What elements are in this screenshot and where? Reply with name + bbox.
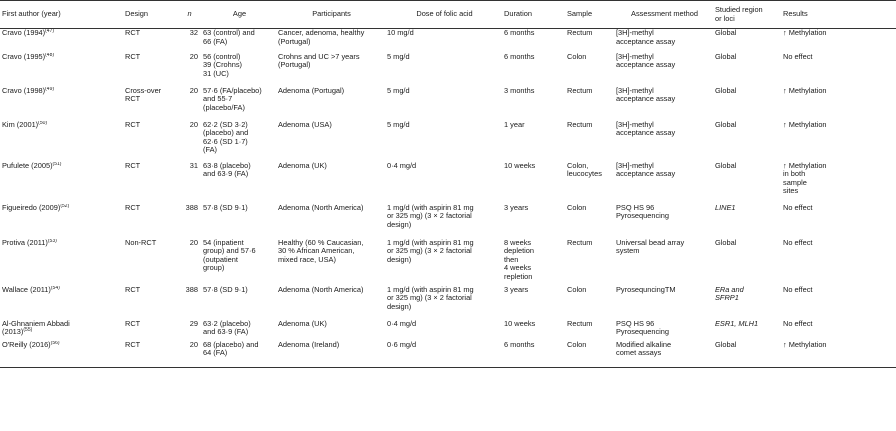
cell-results: No effect xyxy=(783,203,813,212)
cell-author: Wallace $(2011)^{(54)}$ xyxy=(2,285,60,294)
cell-age: 62·2 (SD 3·2) (placebo) and 62·6 (SD 1·7) (FA) xyxy=(203,120,249,155)
cell-sample: Rectum xyxy=(567,319,593,328)
cell-participants: Cancer, adenoma, healthy (Portugal) xyxy=(278,28,365,46)
cell-results: No effect xyxy=(783,238,813,247)
cell-design: Non-RCT xyxy=(125,238,157,247)
cell-method: PSQ HS 96 Pyrosequencing xyxy=(616,203,670,221)
cell-dose: 0·6 mg/d xyxy=(387,340,417,349)
cell-participants: Adenoma (Ireland) xyxy=(278,340,340,349)
cell-n: 20 xyxy=(189,340,198,349)
cell-age: 63·8 (placebo) and 63·9 (FA) xyxy=(203,161,251,179)
table-row xyxy=(0,341,896,368)
cell-region: Global xyxy=(715,28,737,37)
cell-region: Global xyxy=(715,86,737,95)
cell-n: 388 xyxy=(185,203,198,212)
cell-age: 57·8 (SD 9·1) xyxy=(203,285,248,294)
cell-author: Kim $(2001)^{(50)}$ xyxy=(2,120,48,129)
cell-author: Cravo $(1995)^{(48)}$ xyxy=(2,52,55,61)
col-header-participants: Participants xyxy=(312,9,351,19)
col-header-author: First author (year) xyxy=(2,9,61,19)
cell-sample: Colon xyxy=(567,340,587,349)
cell-design: RCT xyxy=(125,319,141,328)
cell-dose: 10 mg/d xyxy=(387,28,414,37)
table-body xyxy=(0,29,896,368)
reference-number: (56) xyxy=(50,340,60,346)
reference-number: (53) xyxy=(47,238,57,244)
cell-dose: 0·4 mg/d xyxy=(387,161,417,170)
col-header-method: Assessment method xyxy=(631,9,698,19)
cell-method: [3H]-methyl acceptance assay xyxy=(616,120,676,138)
col-header-n: n xyxy=(187,9,192,19)
cell-results: ↑ Methylation in both sample sites xyxy=(783,161,827,196)
cell-duration: 3 months xyxy=(504,86,535,95)
cell-duration: 10 weeks xyxy=(504,319,536,328)
cell-n: 29 xyxy=(189,319,198,328)
table-row xyxy=(0,286,896,320)
cell-region: ERa and SFRP1 xyxy=(715,285,744,303)
cell-region: Global xyxy=(715,340,737,349)
cell-duration: 3 years xyxy=(504,203,529,212)
cell-age: 54 (inpatient group) and 57·6 (outpatient group) xyxy=(203,238,256,273)
cell-sample: Colon xyxy=(567,285,587,294)
table-row xyxy=(0,29,896,53)
cell-dose: 5 mg/d xyxy=(387,86,410,95)
table-row xyxy=(0,162,896,204)
cell-age: 57·8 (SD 9·1) xyxy=(203,203,248,212)
cell-sample: Colon xyxy=(567,203,587,212)
cell-dose: 1 mg/d (with aspirin 81 mg or 325 mg) (3 × 2 factorial design) xyxy=(387,285,474,311)
cell-duration: 8 weeks depletion then 4 weeks repletion xyxy=(504,238,534,281)
cell-results: ↑ Methylation xyxy=(783,86,827,95)
cell-design: RCT xyxy=(125,285,141,294)
table-row xyxy=(0,121,896,162)
cell-author: Cravo $(1994)^{(47)}$ xyxy=(2,28,55,37)
cell-method: Modified alkaline comet assays xyxy=(616,340,672,358)
cell-age: 56 (control) 39 (Crohns) 31 (UC) xyxy=(203,52,243,78)
cell-duration: 3 years xyxy=(504,285,529,294)
table-row xyxy=(0,204,896,239)
cell-region: LINE1 xyxy=(715,203,736,212)
cell-dose: 1 mg/d (with aspirin 81 mg or 325 mg) (3 × 2 factorial design) xyxy=(387,238,474,264)
reference-number: (55) xyxy=(23,327,33,334)
cell-author: Protiva $(2011)^{(53)}$ xyxy=(2,238,57,247)
reference-number: (50) xyxy=(38,120,48,126)
cell-region: ESR1, MLH1 xyxy=(715,319,759,328)
reference-number: (52) xyxy=(60,203,70,209)
reference-number: (47) xyxy=(45,28,55,34)
cell-method: [3H]-methyl acceptance assay xyxy=(616,86,676,104)
cell-dose: 1 mg/d (with aspirin 81 mg or 325 mg) (3 × 2 factorial design) xyxy=(387,203,474,229)
cell-design: RCT xyxy=(125,28,141,37)
cell-design: RCT xyxy=(125,161,141,170)
cell-duration: 1 year xyxy=(504,120,525,129)
cell-results: No effect xyxy=(783,319,813,328)
cell-results: ↑ Methylation xyxy=(783,340,827,349)
col-header-results: Results xyxy=(783,9,808,19)
table-row xyxy=(0,239,896,286)
cell-design: RCT xyxy=(125,203,141,212)
cell-participants: Adenoma (UK) xyxy=(278,319,327,328)
cell-method: [3H]-methyl acceptance assay xyxy=(616,28,676,46)
cell-participants: Adenoma (North America) xyxy=(278,203,364,212)
cell-participants: Adenoma (USA) xyxy=(278,120,332,129)
cell-dose: 5 mg/d xyxy=(387,52,410,61)
cell-results: ↑ Methylation xyxy=(783,28,827,37)
table-row xyxy=(0,87,896,121)
cell-method: [3H]-methyl acceptance assay xyxy=(616,161,676,179)
cell-n: 20 xyxy=(189,238,198,247)
cell-author: Pufulete $(2005)^{(51)}$ xyxy=(2,161,62,170)
cell-author: Figueiredo $(2009)^{(52)}$ xyxy=(2,203,70,212)
reference-number: (48) xyxy=(45,52,55,58)
cell-dose: 0·4 mg/d xyxy=(387,319,417,328)
cell-n: 388 xyxy=(185,285,198,294)
cell-duration: 6 months xyxy=(504,28,535,37)
cell-age: 57·6 (FA/placebo) and 55·7 (placebo/FA) xyxy=(203,86,262,112)
cell-n: 20 xyxy=(189,120,198,129)
col-header-design: Design xyxy=(125,9,149,19)
col-header-region: Studied region or loci xyxy=(715,4,763,23)
cell-design: RCT xyxy=(125,52,141,61)
cell-participants: Adenoma (UK) xyxy=(278,161,327,170)
reference-number: (54) xyxy=(50,285,60,291)
cell-sample: Rectum xyxy=(567,238,593,247)
cell-author: O'Reilly $(2016)^{(56)}$ xyxy=(2,340,60,349)
cell-n: 20 xyxy=(189,52,198,61)
cell-sample: Colon xyxy=(567,52,587,61)
cell-n: 32 xyxy=(189,28,198,37)
cell-participants: Healthy (60 % Caucasian, 30 % African American, mixed race, USA) xyxy=(278,238,364,264)
cell-duration: 6 months xyxy=(504,52,535,61)
col-header-age: Age xyxy=(232,9,247,19)
col-header-duration: Duration xyxy=(504,9,532,19)
reference-number: (51) xyxy=(52,161,62,167)
cell-author: Cravo $(1998)^{(49)}$ xyxy=(2,86,55,95)
cell-participants: Adenoma (Portugal) xyxy=(278,86,345,95)
col-header-dose: Dose of folic acid xyxy=(416,9,473,19)
cell-n: 31 xyxy=(189,161,198,170)
cell-author: Al-Ghnaniem Abbadi $(2013)^{(55)}$ xyxy=(2,319,70,337)
cell-results: No effect xyxy=(783,285,813,294)
cell-duration: 6 months xyxy=(504,340,535,349)
cell-method: Universal bead array system xyxy=(616,238,685,256)
cell-method: [3H]-methyl acceptance assay xyxy=(616,52,676,70)
cell-method: PSQ HS 96 Pyrosequencing xyxy=(616,319,670,337)
table-row xyxy=(0,53,896,87)
cell-duration: 10 weeks xyxy=(504,161,536,170)
cell-results: ↑ Methylation xyxy=(783,120,827,129)
cell-age: 63·2 (placebo) and 63·9 (FA) xyxy=(203,319,251,337)
cell-region: Global xyxy=(715,161,737,170)
cell-region: Global xyxy=(715,52,737,61)
cell-design: RCT xyxy=(125,120,141,129)
reference-number: (49) xyxy=(45,86,55,92)
cell-age: 68 (placebo) and 64 (FA) xyxy=(203,340,259,358)
cell-region: Global xyxy=(715,238,737,247)
cell-sample: Rectum xyxy=(567,120,593,129)
table-header-row xyxy=(0,1,896,29)
col-header-sample: Sample xyxy=(567,9,593,19)
table-row xyxy=(0,320,896,341)
cell-sample: Colon, leucocytes xyxy=(567,161,602,179)
cell-age: 63 (control) and 66 (FA) xyxy=(203,28,255,46)
cell-method: PyrosequncingTM xyxy=(616,285,676,294)
cell-design: RCT xyxy=(125,340,141,349)
cell-results: No effect xyxy=(783,52,813,61)
cell-participants: Adenoma (North America) xyxy=(278,285,364,294)
cell-design: Cross-over RCT xyxy=(125,86,162,104)
cell-dose: 5 mg/d xyxy=(387,120,410,129)
cell-n: 20 xyxy=(189,86,198,95)
cell-sample: Rectum xyxy=(567,86,593,95)
cell-region: Global xyxy=(715,120,737,129)
cell-sample: Rectum xyxy=(567,28,593,37)
cell-participants: Crohns and UC >7 years (Portugal) xyxy=(278,52,360,70)
